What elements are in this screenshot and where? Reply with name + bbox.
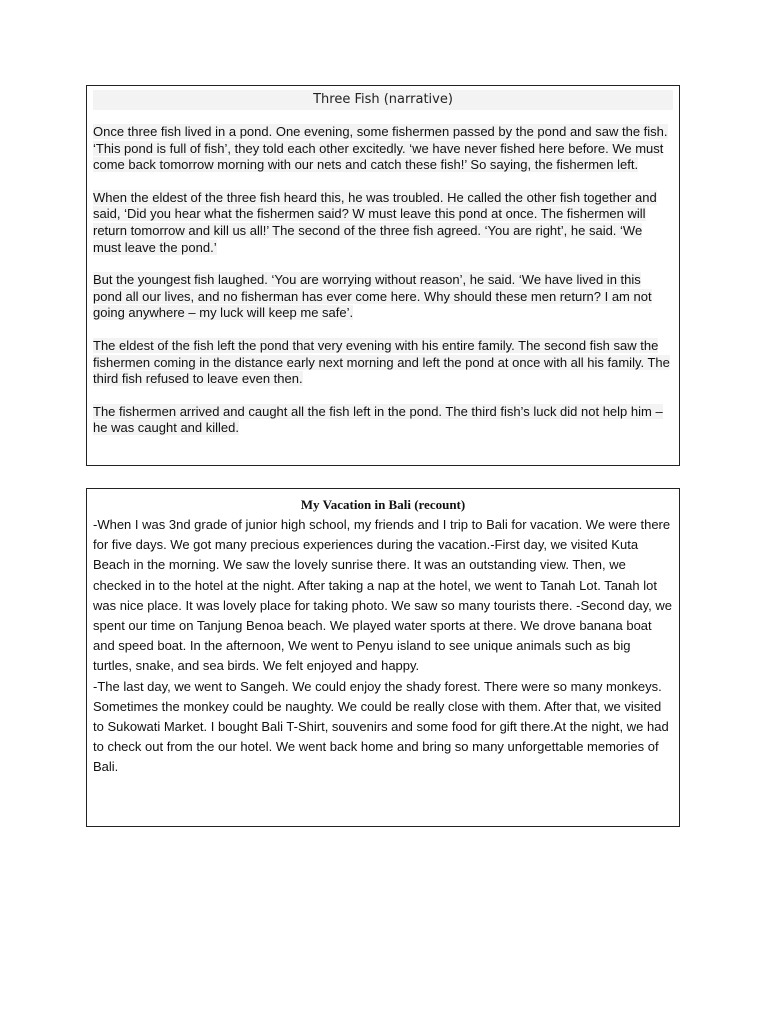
three-fish-paragraph-5 xyxy=(87,404,679,437)
paragraph-text: But the youngest fish laughed. ‘You are worrying without reason’, he said. ‘We have lived in this pond all our lives, and no fisherman has ever come here. Why should these men return? I am not going anywhere – my luck will keep me safe’. xyxy=(93,272,652,321)
three-fish-title: Three Fish (narrative) xyxy=(93,90,673,110)
bali-vacation-paragraph-2: -The last day, we went to Sangeh. We could enjoy the shady forest. There were so many monkeys. Sometimes the monkey could be naughty. We could be really close with them. After that, we visited to Sukowati Market. I bought Bali T-Shirt, souvenirs and some food for gift there.At the night, we had to check out from the our hotel. We went back home and bring so many unforgettable memories of Bali. xyxy=(93,678,669,775)
bali-vacation-paragraph-1: -When I was 3nd grade of junior high school, my friends and I trip to Bali for vacation. We were there for five days. We got many precious experiences during the vacation.-First day, we visited Kuta Beach in the morning. We saw the lovely sunrise there. It was an outstanding view. Then, we checked in to the hotel at the night. After taking a nap at the hotel, we went to Tanah Lot. Tanah lot was nice place. It was lovely place for taking photo. We saw so many tourists there. -Second day, we spent our time on Tanjung Benoa beach. We played water sports at there. We drove banana boat and speed boat. In the afternoon, We went to Penyu island to see unique animals such as big turtles, snake, and sea birds. We felt enjoyed and happy. xyxy=(93,517,673,674)
three-fish-paragraph-1 xyxy=(87,124,679,174)
paragraph-text: The fishermen arrived and caught all the fish left in the pond. The third fish’s luck did not help him – he was caught and killed. xyxy=(93,403,663,436)
three-fish-paragraph-4 xyxy=(87,338,679,388)
three-fish-paragraph-2 xyxy=(87,190,679,256)
bali-vacation-box xyxy=(86,488,680,827)
bali-vacation-title: My Vacation in Bali (recount) xyxy=(300,497,466,512)
paragraph-text: Once three fish lived in a pond. One evening, some fishermen passed by the pond and saw the fish. ‘This pond is full of fish’, they told each other excitedly. ‘we have never fished here before. We must come back tomorrow morning with our nets and catch these fish!’ So saying, the fishermen left. xyxy=(93,124,668,173)
paragraph-text: The eldest of the fish left the pond that very evening with his entire family. The second fish saw the fishermen coming in the distance early next morning and left the pond at once with all his family. The third fish refused to leave even then. xyxy=(93,337,670,387)
three-fish-box xyxy=(86,85,680,466)
paragraph-text: When the eldest of the three fish heard this, he was troubled. He called the other fish together and said, ‘Did you hear what the fishermen said? W must leave this pond at once. The fishermen will return tomorrow and kill us all!’ The second of the three fish agreed. ‘You are right’, he said. ‘We must leave the pond.’ xyxy=(93,189,657,255)
three-fish-paragraph-3 xyxy=(87,272,679,322)
